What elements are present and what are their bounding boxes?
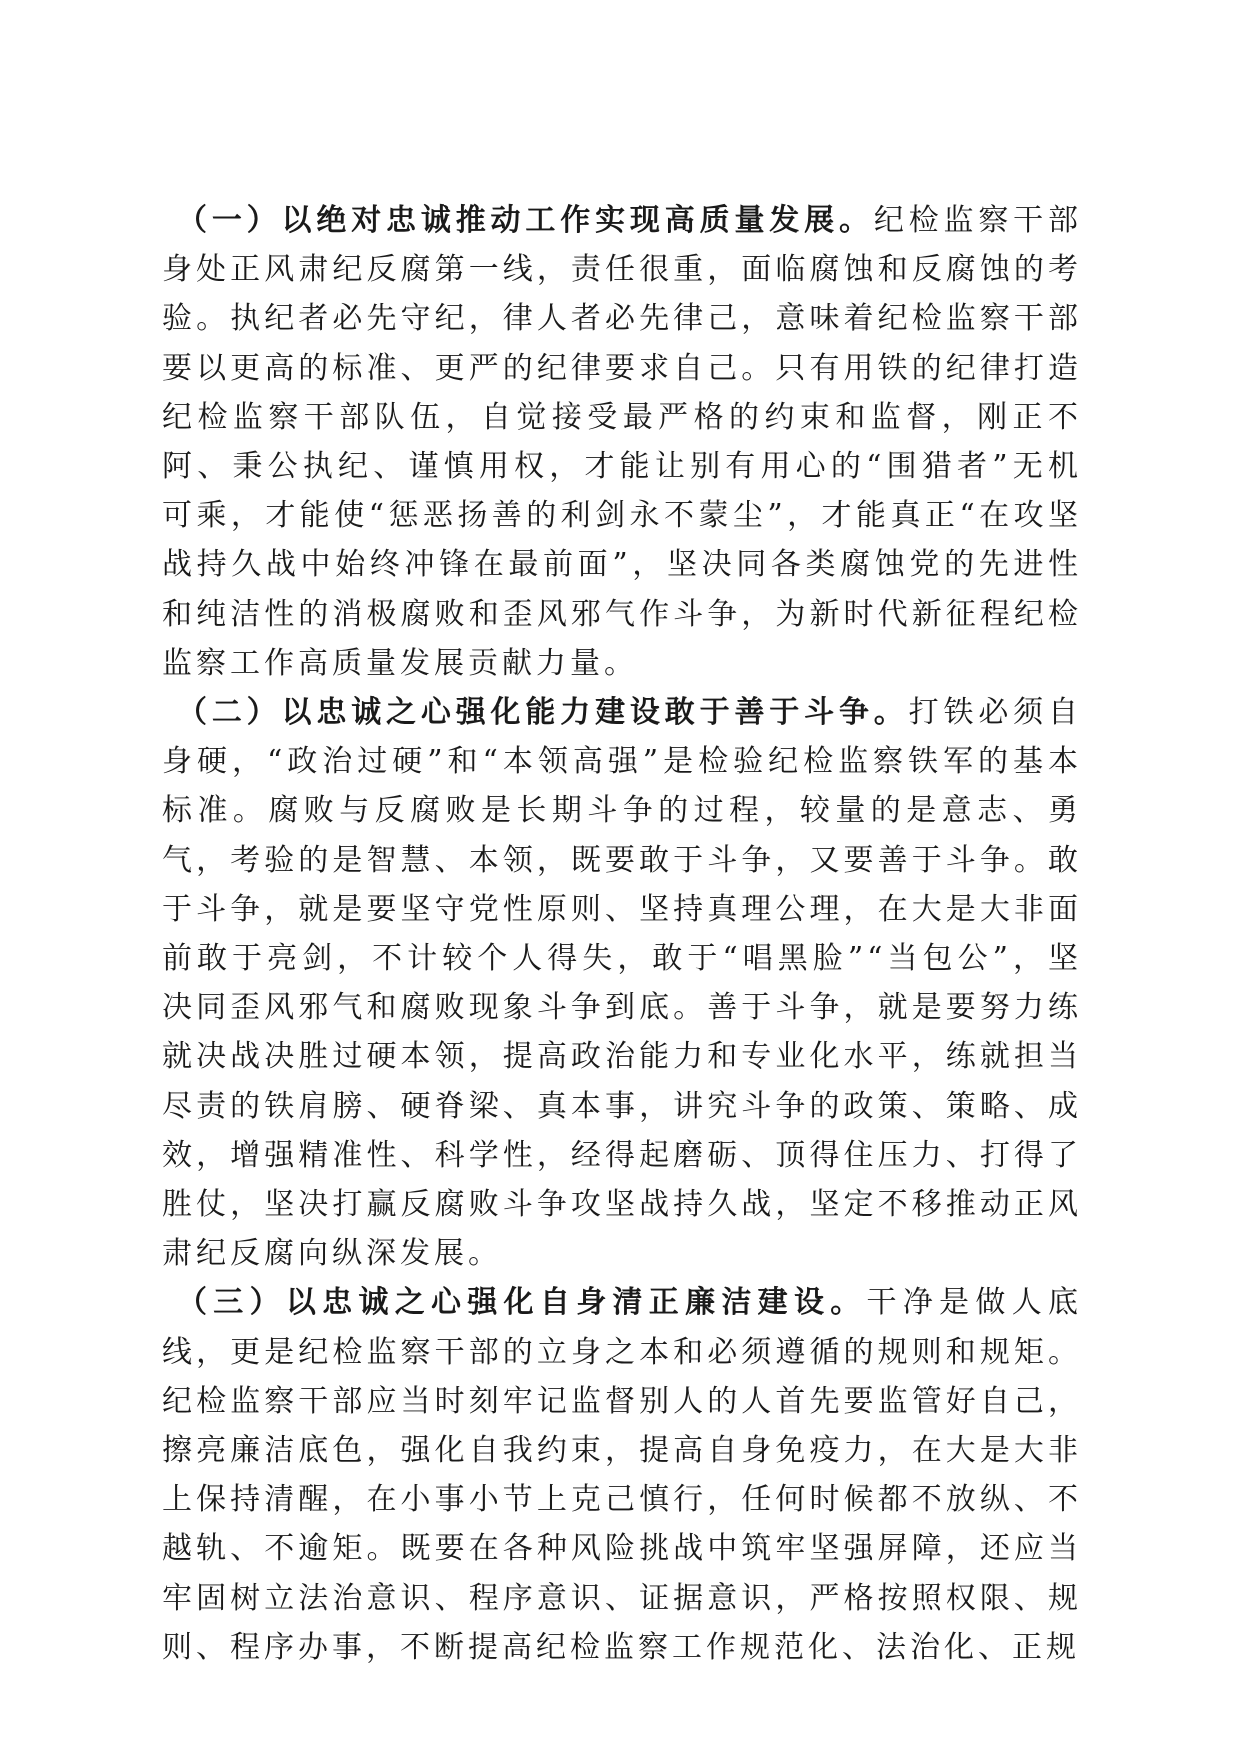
paragraph-3	[162, 1278, 1082, 1672]
paragraph-1-heading: （一）以绝对忠诚推动工作实现高质量发展。	[177, 203, 874, 238]
paragraph-2	[162, 688, 1082, 1278]
paragraph-2-body: 打铁必须自身硬，“政治过硬”和“本领高强”是检验纪检监察铁军的基本标准。腐败与反腐败是长期斗争的过程，较量的是意志、勇气，考验的是智慧、本领，既要敢于斗争，又要善于斗争。敢于斗争，就是要坚守党性原则、坚持真理公理，在大是大非面前敢于亮剑，不计较个人得失，敢于“唱黑脸”“当包公”，坚决同歪风邪气和腐败现象斗争到底。善于斗争，就是要努力练就决战决胜过硬本领，提高政治能力和专业化水平，练就担当尽责的铁肩膀、硬脊梁、真本事，讲究斗争的政策、策略、成效，增强精准性、科学性，经得起磨砺、顶得住压力、打得了胜仗，坚决打赢反腐败斗争攻坚战持久战，坚定不移推动正风肃纪反腐向纵深发展。	[162, 695, 1083, 1272]
paragraph-1	[162, 196, 1082, 688]
paragraph-3-body: 干净是做人底线，更是纪检监察干部的立身之本和必须遵循的规则和规矩。纪检监察干部应当时刻牢记监督别人的人首先要监管好自己，擦亮廉洁底色，强化自我约束，提高自身免疫力，在大是大非上保持清醒，在小事小节上克己慎行，任何时候都不放纵、不越轨、不逾矩。既要在各种风险挑战中筑牢坚强屏障，还应当牢固树立法治意识、程序意识、证据意识，严格按照权限、规则、程序办事，不断提高纪检监察工作规范化、法治化、正规	[162, 1285, 1083, 1665]
paragraph-1-body: 纪检监察干部身处正风肃纪反腐第一线，责任很重，面临腐蚀和反腐蚀的考验。执纪者必先守纪，律人者必先律己，意味着纪检监察干部要以更高的标准、更严的纪律要求自己。只有用铁的纪律打造纪检监察干部队伍，自觉接受最严格的约束和监督，刚正不阿、秉公执纪、谨慎用权，才能让别有用心的“围猎者”无机可乘，才能使“惩恶扬善的利剑永不蒙尘”，才能真正“在攻坚战持久战中始终冲锋在最前面”，坚决同各类腐蚀党的先进性和纯洁性的消极腐败和歪风邪气作斗争，为新时代新征程纪检监察工作高质量发展贡献力量。	[162, 203, 1083, 681]
document-page	[162, 196, 1082, 1672]
paragraph-2-heading: （二）以忠诚之心强化能力建设敢于善于斗争。	[177, 695, 909, 731]
paragraph-3-heading: （三）以忠诚之心强化自身清正廉洁建设。	[177, 1285, 867, 1321]
